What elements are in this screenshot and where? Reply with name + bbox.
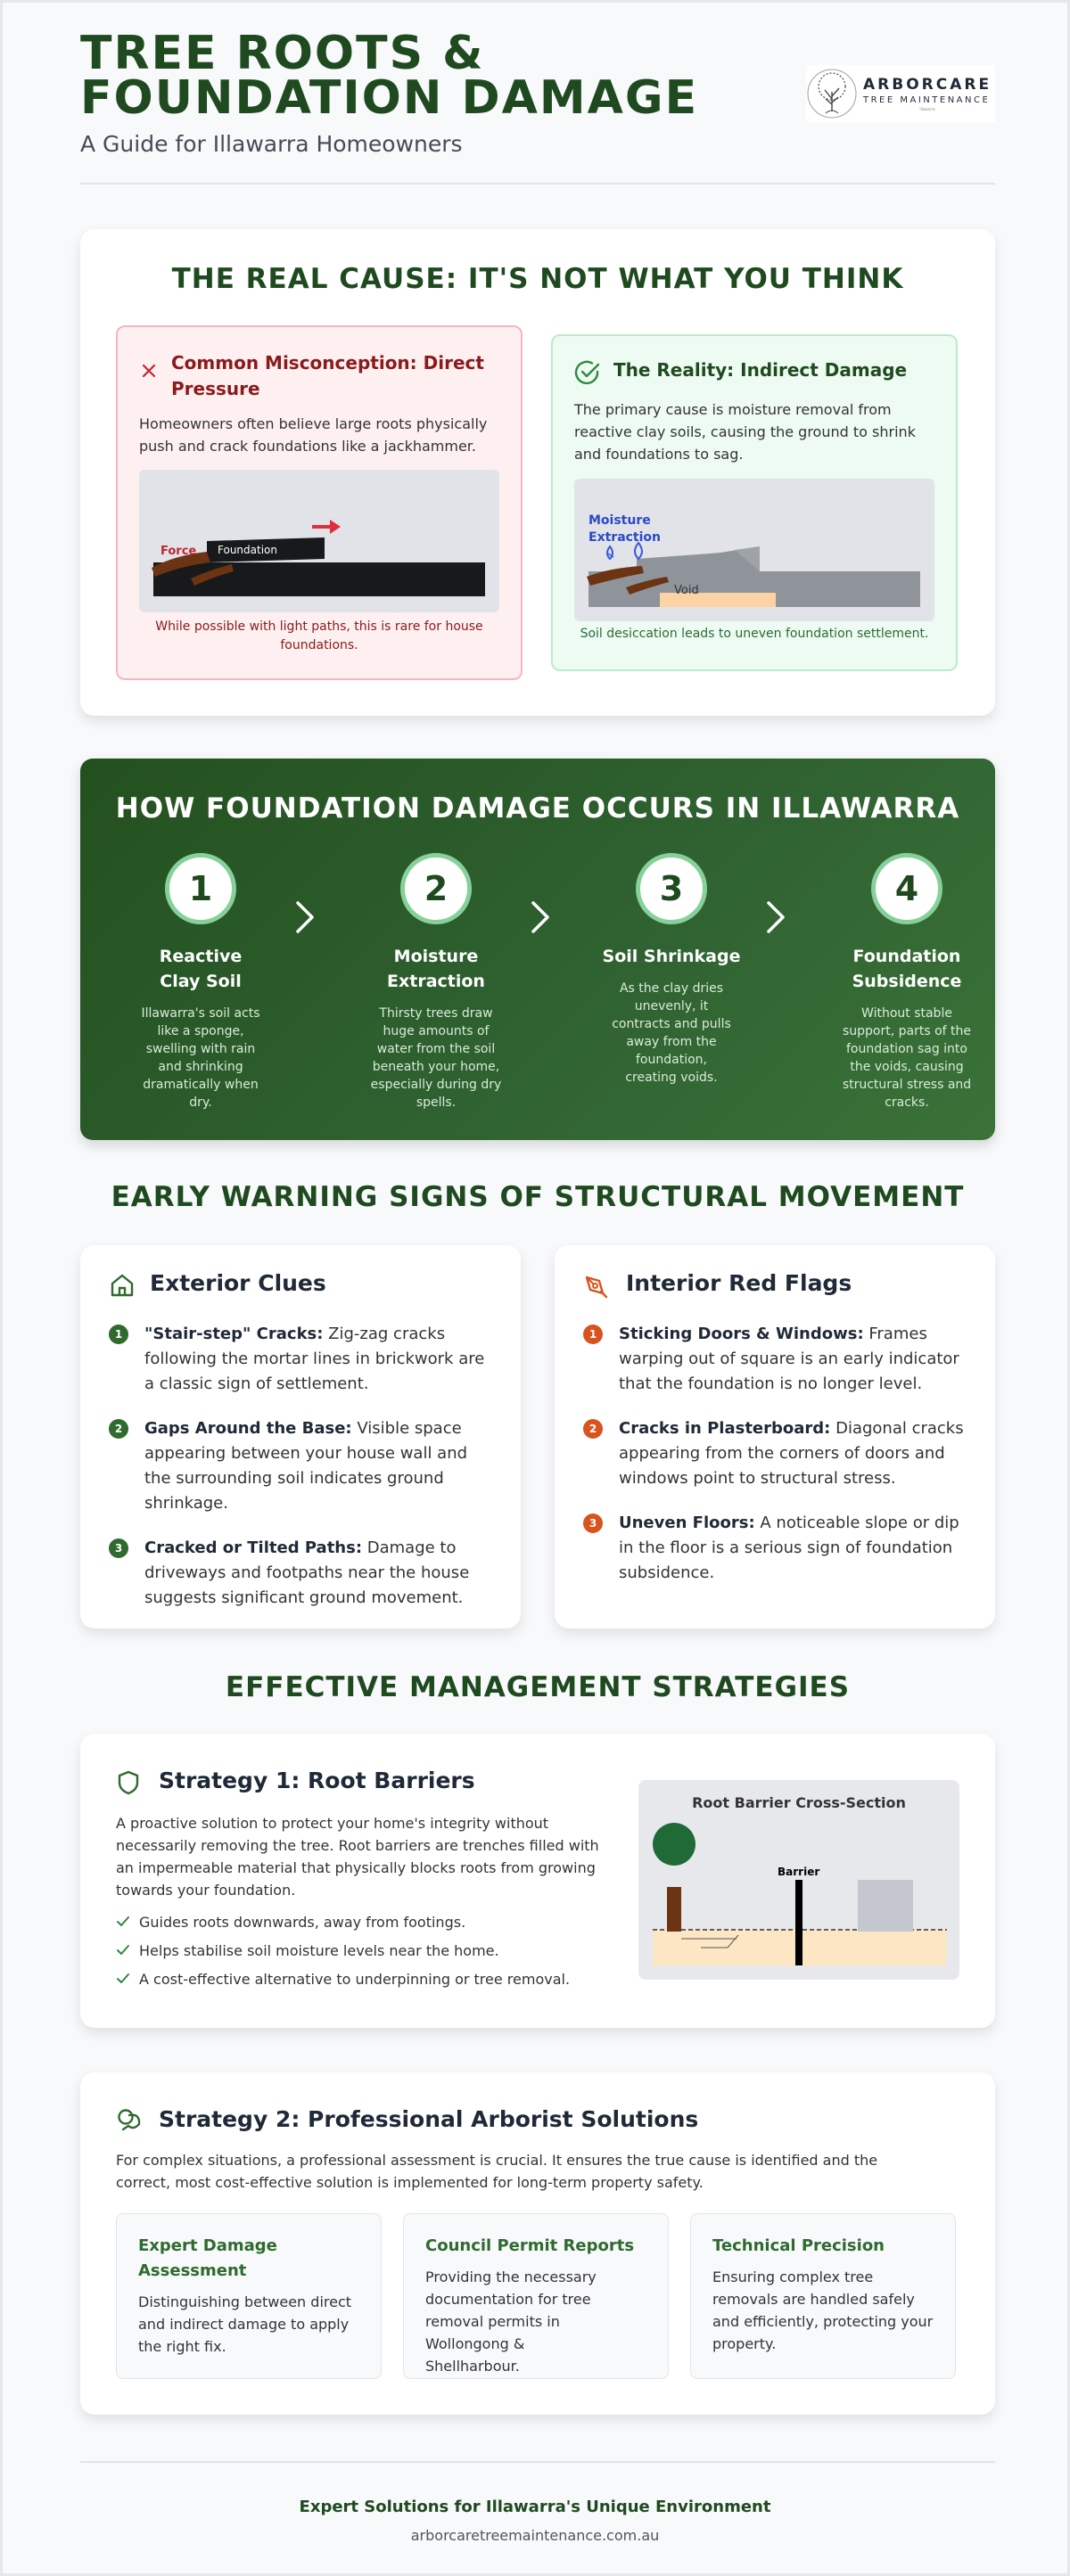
step-text: Thirsty trees draw huge amounts of water from the soil beneath your home, especially during dry spells. bbox=[370, 1006, 502, 1110]
chevron-right-icon bbox=[291, 899, 317, 935]
service-card-permits bbox=[403, 2213, 669, 2379]
step-title: Soil Shrinkage bbox=[602, 947, 741, 966]
step-text: Illawarra's soil acts like a sponge, swelling with rain and shrinking dramatically when dry. bbox=[141, 1006, 260, 1110]
foundation-label: Foundation bbox=[218, 544, 277, 556]
cross-icon bbox=[141, 363, 157, 379]
root-barrier-diagram bbox=[638, 1780, 959, 1980]
cause-title: THE REAL CAUSE: IT'S NOT WHAT YOU THINK bbox=[171, 263, 904, 295]
service-text: Providing the necessary documentation for tree removal permits in Wollongong & Shellharbour. bbox=[425, 2268, 597, 2375]
logo-sub: TREE MAINTENANCE bbox=[863, 95, 991, 105]
page-subtitle: A Guide for Illawarra Homeowners bbox=[80, 131, 463, 157]
list-item: 1 "Stair-step" Cracks: Zig-zag cracks following the mortar lines in brickwork are a classic sign of settlement. bbox=[109, 1322, 492, 1397]
service-card-assessment bbox=[116, 2213, 382, 2379]
direct-pressure-graphic bbox=[139, 470, 499, 612]
check-icon bbox=[116, 1973, 130, 1985]
service-title: Council Permit Reports bbox=[425, 2236, 635, 2255]
list-item: 3 Uneven Floors: A noticeable slope or dip in the floor is a serious sign of foundation subsidence. bbox=[583, 1511, 967, 1586]
item-number: 2 bbox=[583, 1419, 603, 1439]
step-number: 1 bbox=[165, 853, 236, 924]
misconception-text: Homeowners often believe large roots physically push and crack foundations like a jackhammer. bbox=[139, 415, 488, 455]
list-item: A cost-effective alternative to underpinning or tree removal. bbox=[116, 1969, 570, 1989]
benefit-list bbox=[116, 1912, 570, 1998]
strategy-2-text: For complex situations, a professional assessment is crucial. It ensures the true cause is identified and the correct, most cost-effective solution is implemented for long-term property safety. bbox=[116, 2152, 878, 2191]
barrier-label: Barrier bbox=[778, 1866, 820, 1878]
exterior-title: Exterior Clues bbox=[150, 1270, 326, 1296]
tree-logo-icon bbox=[806, 67, 858, 120]
item-number: 1 bbox=[109, 1325, 128, 1344]
step-title: Foundation Subsidence bbox=[852, 947, 962, 991]
footer-divider bbox=[80, 2461, 995, 2463]
check-icon bbox=[116, 1916, 130, 1928]
chevron-right-icon bbox=[761, 899, 788, 935]
misconception-box bbox=[116, 325, 523, 680]
reality-caption: Soil desiccation leads to uneven foundation settlement. bbox=[580, 627, 929, 641]
item-number: 3 bbox=[583, 1514, 603, 1533]
list-item: Helps stabilise soil moisture levels near the home. bbox=[116, 1940, 570, 1960]
step-number: 3 bbox=[636, 853, 707, 924]
leaf-icon bbox=[116, 2106, 143, 2133]
step-title: Moisture Extraction bbox=[387, 947, 485, 991]
item-number: 1 bbox=[583, 1325, 603, 1344]
page-title: TREE ROOTS & FOUNDATION DAMAGE bbox=[80, 27, 699, 125]
void-label: Void bbox=[674, 584, 699, 597]
reality-text: The primary cause is moisture removal from reactive clay soils, causing the ground to shrink and foundations to sag. bbox=[574, 401, 916, 463]
barrier-graphic bbox=[638, 1780, 959, 1980]
header bbox=[80, 27, 995, 185]
strategy-2-title: Strategy 2: Professional Arborist Solutions bbox=[159, 2106, 699, 2132]
indirect-damage-illustration bbox=[574, 479, 934, 621]
interior-list bbox=[583, 1322, 967, 1605]
strategy-2-card bbox=[80, 2072, 995, 2415]
step-title: Reactive Clay Soil bbox=[159, 947, 243, 991]
chevron-right-icon bbox=[526, 899, 553, 935]
pen-nib-icon bbox=[581, 1272, 610, 1300]
misconception-title: Common Misconception: Direct Pressure bbox=[171, 352, 484, 399]
force-label: Force bbox=[160, 545, 197, 558]
list-item: 2 Cracks in Plasterboard: Diagonal cracks appearing from the corners of doors and windows point to structural stress. bbox=[583, 1416, 967, 1491]
service-text: Distinguishing between direct and indirect damage to apply the right fix. bbox=[138, 2293, 352, 2355]
logo-name: ARBORCARE bbox=[863, 76, 992, 94]
warnings-title: EARLY WARNING SIGNS OF STRUCTURAL MOVEMENT bbox=[111, 1181, 965, 1213]
step-4 bbox=[813, 853, 1000, 1112]
item-number: 2 bbox=[109, 1419, 128, 1439]
misconception-caption: While possible with light paths, this is rare for house foundations. bbox=[155, 619, 483, 652]
footer-url-link[interactable]: arborcaretreemaintenance.com.au bbox=[410, 2527, 660, 2544]
logo-tiny: Illawarra bbox=[919, 107, 935, 111]
list-item: 3 Cracked or Tilted Paths: Damage to driveways and footpaths near the house suggests significant ground movement. bbox=[109, 1536, 492, 1611]
shield-icon bbox=[116, 1769, 141, 1796]
check-circle-icon bbox=[574, 359, 601, 386]
footer-title: Expert Solutions for Illawarra's Unique Environment bbox=[299, 2498, 771, 2516]
exterior-clues-card bbox=[80, 1245, 521, 1628]
interior-title: Interior Red Flags bbox=[626, 1270, 852, 1296]
diagram-title: Root Barrier Cross-Section bbox=[692, 1794, 906, 1811]
step-3 bbox=[578, 853, 765, 1087]
service-card-precision bbox=[690, 2213, 956, 2379]
exterior-list bbox=[109, 1322, 492, 1630]
moisture-label: Moisture Extraction bbox=[588, 513, 662, 545]
strategies-title: EFFECTIVE MANAGEMENT STRATEGIES bbox=[225, 1671, 851, 1703]
reality-box bbox=[551, 334, 958, 671]
direct-pressure-illustration bbox=[139, 470, 499, 612]
process-title: HOW FOUNDATION DAMAGE OCCURS IN ILLAWARRA bbox=[115, 792, 960, 824]
step-2 bbox=[342, 853, 530, 1112]
strategy-1-text: A proactive solution to protect your home's integrity without necessarily removing the tree. Root barriers are trenches filled with an impermeable material that physically blocks roots from growing towards your foundation. bbox=[116, 1815, 599, 1899]
indirect-damage-graphic bbox=[574, 479, 934, 621]
service-title: Technical Precision bbox=[712, 2236, 885, 2255]
cause-card bbox=[80, 229, 995, 716]
arborcare-logo bbox=[806, 65, 995, 122]
service-text: Ensuring complex tree removals are handled safely and efficiently, protecting your property. bbox=[712, 2268, 934, 2352]
interior-red-flags-card bbox=[555, 1245, 995, 1628]
list-item: Guides roots downwards, away from footings. bbox=[116, 1912, 570, 1932]
damage-process-panel bbox=[80, 759, 995, 1140]
step-text: As the clay dries unevenly, it contracts and pulls away from the foundation, creating voids. bbox=[612, 981, 731, 1085]
page bbox=[2, 2, 1068, 2574]
strategy-1-title: Strategy 1: Root Barriers bbox=[159, 1768, 475, 1793]
step-number: 2 bbox=[400, 853, 472, 924]
service-title: Expert Damage Assessment bbox=[138, 2236, 277, 2280]
reality-title: The Reality: Indirect Damage bbox=[613, 359, 908, 381]
strategy-1-card bbox=[80, 1734, 995, 2028]
step-number: 4 bbox=[871, 853, 942, 924]
item-number: 3 bbox=[109, 1538, 128, 1558]
house-icon bbox=[109, 1272, 136, 1299]
step-text: Without stable support, parts of the foundation sag into the voids, causing structural stress and cracks. bbox=[842, 1006, 972, 1110]
list-item: 2 Gaps Around the Base: Visible space appearing between your house wall and the surrounding soil indicates ground shrinkage. bbox=[109, 1416, 492, 1516]
step-1 bbox=[107, 853, 294, 1112]
check-icon bbox=[116, 1944, 130, 1957]
list-item: 1 Sticking Doors & Windows: Frames warping out of square is an early indicator that the foundation is no longer level. bbox=[583, 1322, 967, 1397]
